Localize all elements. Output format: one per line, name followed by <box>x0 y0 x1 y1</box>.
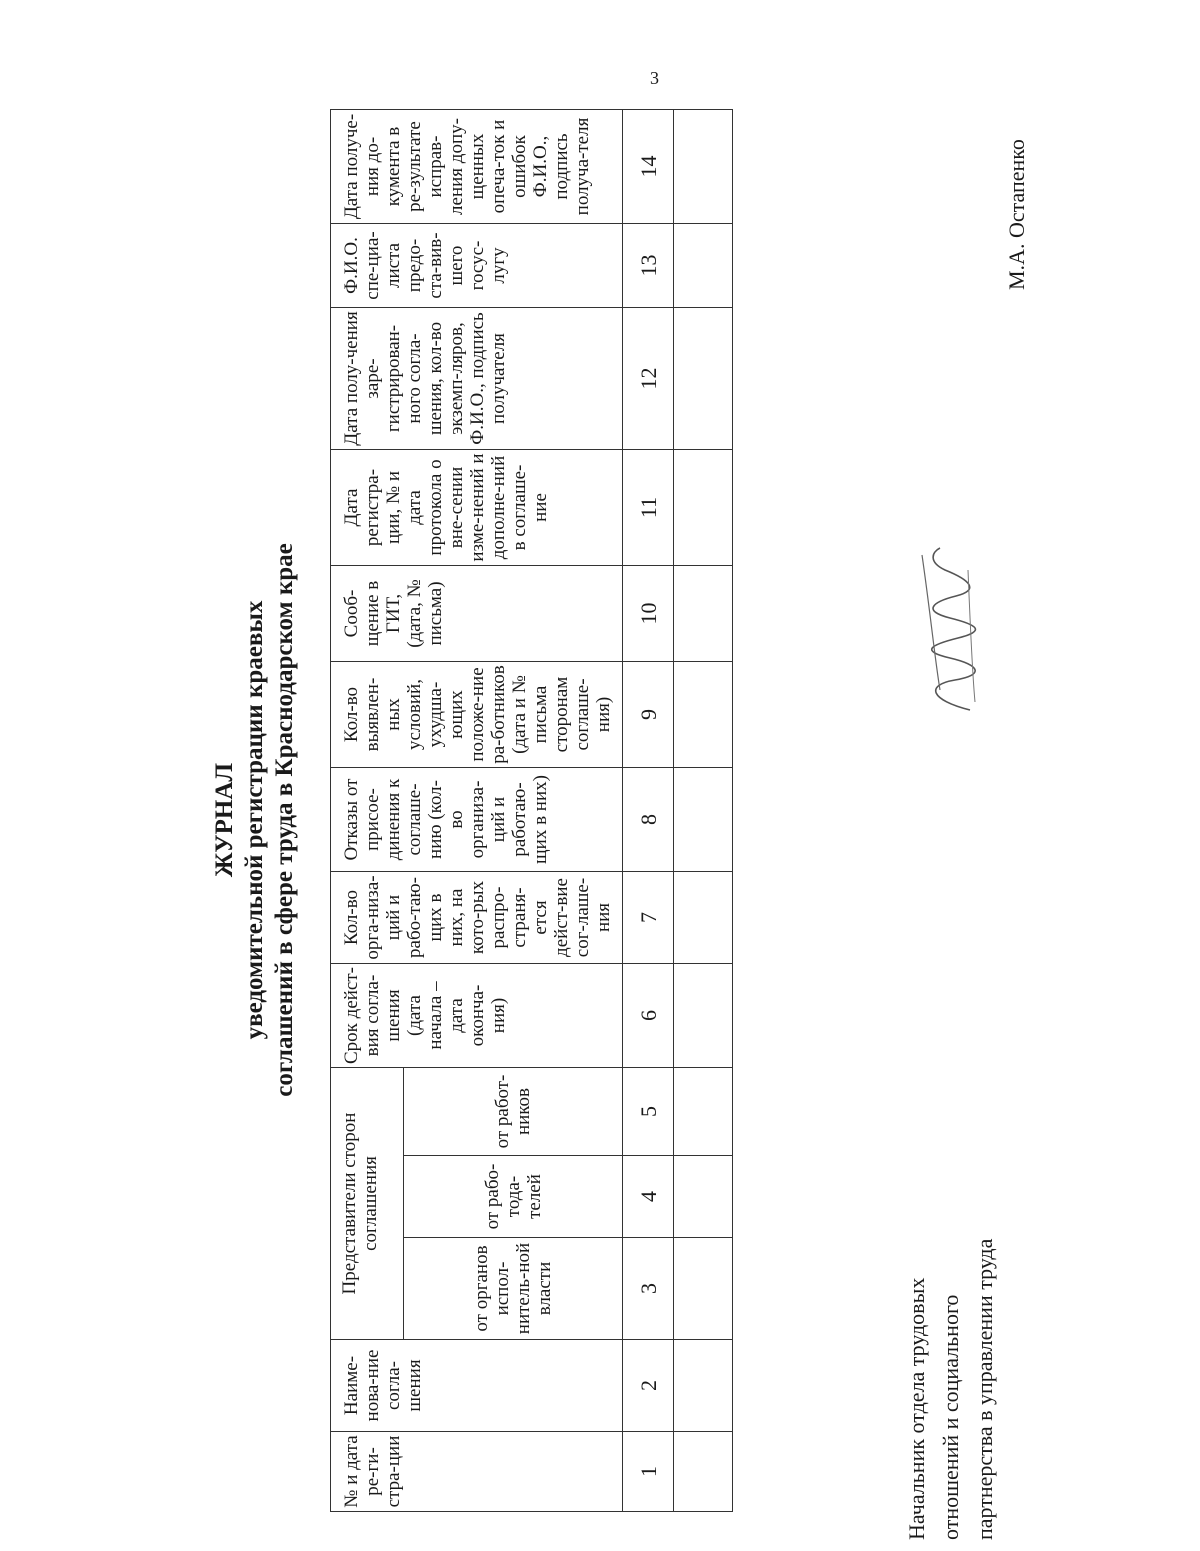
empty-cell <box>674 964 733 1068</box>
header-receipt-of-agreement: Дата полу-чения заре-гистрирован-ного согла-шения, кол-во экземп-ляров, Ф.И.О., подпись получателя <box>331 308 623 450</box>
empty-cell <box>674 1432 733 1512</box>
header-agreement-name: Наиме-нова-ние согла-шения <box>331 1340 623 1432</box>
header-amendments-registration: Дата регистра-ции, № и дата протокола о вне-сении изме-нений и дополне-ний в соглаше-ние <box>331 450 623 566</box>
header-organizations-count: Кол-во орга-низа-ций и рабо-таю-щих в них, на кото-рых распро-страня-ется дейст-вие сог-лаше-ния <box>331 872 623 964</box>
column-number: 1 <box>623 1432 674 1512</box>
rotated-document-content <box>200 100 1070 1540</box>
position-line: отношений и социального <box>938 1294 963 1540</box>
header-parties-representatives: Представители сторон соглашения <box>331 1068 404 1340</box>
position-line: партнерства в управлении труда <box>972 1238 997 1540</box>
column-number: 2 <box>623 1340 674 1432</box>
header-refusals: Отказы от присое-динения к соглаше-нию (кол-во организа-ций и работаю-щих в них) <box>331 768 623 872</box>
header-registration-number-date: № и дата ре-ги-стра-ции <box>331 1432 623 1512</box>
column-number: 8 <box>623 768 674 872</box>
registration-journal-table <box>330 109 733 1512</box>
handwritten-signature <box>910 540 990 720</box>
empty-data-row <box>674 110 733 1512</box>
empty-cell <box>674 662 733 768</box>
title-block <box>210 100 300 1540</box>
header-agreement-term: Срок дейст-вия согла-шения (дата начала – дата оконча-ния) <box>331 964 623 1068</box>
header-specialist-name: Ф.И.О. спе-циа-листа предо-ста-вив-шего госус-лугу <box>331 224 623 308</box>
title-journal: ЖУРНАЛ <box>211 762 238 878</box>
page-number: 3 <box>650 68 659 88</box>
column-number: 6 <box>623 964 674 1068</box>
empty-cell <box>674 308 733 450</box>
empty-cell <box>674 1068 733 1156</box>
empty-cell <box>674 566 733 662</box>
column-number: 3 <box>623 1238 674 1340</box>
empty-cell <box>674 450 733 566</box>
header-git-notice: Сооб-щение в ГИТ, (дата, № письма) <box>331 566 623 662</box>
column-number: 4 <box>623 1156 674 1238</box>
header-executive-authorities: от органов испол-нитель-ной власти <box>404 1238 623 1340</box>
column-number: 7 <box>623 872 674 964</box>
empty-cell <box>674 1238 733 1340</box>
title-subtitle-line1: уведомительной регистрации краевых <box>241 600 268 1040</box>
header-employers: от рабо-тода-телей <box>404 1156 623 1238</box>
empty-cell <box>674 1340 733 1432</box>
column-number: 11 <box>623 450 674 566</box>
signatory-name: М.А. Остапенко <box>1004 139 1029 290</box>
column-number: 13 <box>623 224 674 308</box>
column-number: 5 <box>623 1068 674 1156</box>
title-subtitle-line2: соглашений в сфере труда в Краснодарском крае <box>271 543 298 1097</box>
header-employees: от работ-ников <box>404 1068 623 1156</box>
header-worsening-conditions: Кол-во выявлен-ных условий, ухудша-ющих положе-ние ра-ботников (дата и № письма сторонам соглаше-ния) <box>331 662 623 768</box>
empty-cell <box>674 1156 733 1238</box>
empty-cell <box>674 768 733 872</box>
column-number: 10 <box>623 566 674 662</box>
column-number: 9 <box>623 662 674 768</box>
column-numbers-row <box>623 110 674 1512</box>
empty-cell <box>674 224 733 308</box>
empty-cell <box>674 872 733 964</box>
header-row <box>331 110 404 1512</box>
signatory-position <box>900 940 1002 1540</box>
column-number: 12 <box>623 308 674 450</box>
position-line: Начальник отдела трудовых <box>904 1277 929 1540</box>
column-number: 14 <box>623 110 674 224</box>
empty-cell <box>674 110 733 224</box>
header-corrected-document-receipt: Дата получе-ния до-кумента в ре-зультате исправ-ления допу-щенных опеча-ток и ошибок Ф.И.О., подпись получа-теля <box>331 110 623 224</box>
